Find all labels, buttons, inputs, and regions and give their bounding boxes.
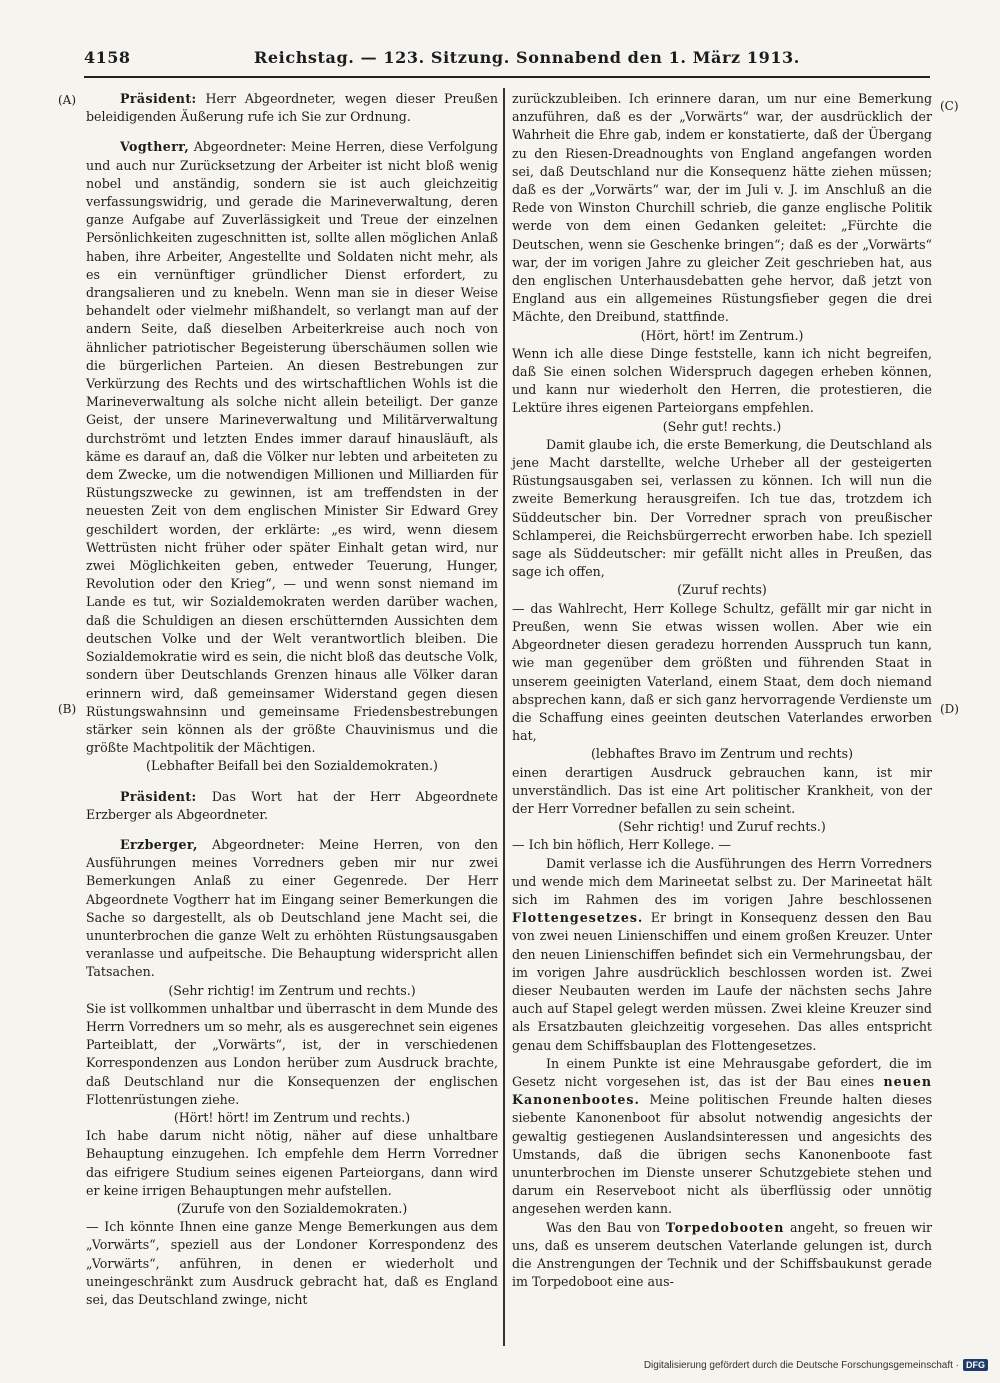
emphasis-term: Flottengesetzes. [512,910,644,926]
interjection: (Sehr richtig! im Zentrum und rechts.) [168,982,416,998]
interjection: (Zuruf rechts) [677,582,767,598]
interjection: (Zurufe von den Sozialdemokraten.) [176,1200,408,1216]
speech-text: Abgeordneter: Meine Herren, von den Ausführungen meines Vorredners geben mir nur zwei Bemerkungen Anlaß zu einer Gegenrede. Der Herr Abgeordnete Vogtherr hat im Eingang seiner Bemerkungen die Sache so dargestellt, als ob Deutschland jene Macht sei, die ununterbrochen die ganze Welt zu erhöhten Rüstungsausgaben veranlasse und aufpeitsche. Die Behauptung widerspricht allen Tatsachen. [86,836,498,980]
speech-text: Herr Abgeordneter, wegen dieser Preußen beleidigenden Äußerung rufe ich Sie zur Ordnung. [86,91,498,125]
page-header [84,48,930,72]
paragraph [86,90,498,126]
paragraph: — das Wahlrecht, Herr Kollege Schultz, gefällt mir gar nicht in Preußen, wenn Sie etwas wissen wollen. Aber wie ein Abgeordneter diesen geradezu horrenden Ausspruch tun kann, wie man gegenüber dem größten und führenden Staat in unserem geeinigten Vaterland, einem Staat, dem doch niemand absprechen kann, daß er sich ganz hervorragende Verdienste um die Schaffung eines geeinten deutschen Vaterlandes erworben hat, [512,600,932,744]
paragraph: Damit glaube ich, die erste Bemerkung, die Deutschland als jene Macht darstellte, welche Urheber all der gesteigerten Rüstungsausgaben sei, verlassen zu können. Ich will nun die zweite Bemerkung herausgreifen. Ich tue das, trotzdem ich Süddeutscher bin. Der Vorredner sprach von preußischer Schlamperei, die Reichsbürgerrecht erworben habe. Ich speziell sage als Süddeutscher: mir gefällt nicht alles in Preußen, das sage ich offen, [512,436,932,580]
dfg-logo: DFG [963,1359,988,1371]
margin-mark-d: (D) [940,702,959,716]
emphasis-term: Torpedobooten [665,1219,785,1235]
column-divider [503,88,505,1346]
text-run: In einem Punkte ist eine Mehrausgabe gefordert, die im Gesetz nicht vorgesehen ist, das ist der Bau eines [512,1055,932,1089]
paragraph [512,1219,932,1292]
interjection: (Hört, hört! im Zentrum.) [640,327,804,343]
paragraph: zurückzubleiben. Ich erinnere daran, um nur eine Bemerkung anzuführen, daß es der „Vorwärts“ war, der ausdrücklich der Wahrheit die Ehre gab, indem er konstatierte, daß der Übergang zu den Riesen-Dreadnoughts von England angefangen worden sei, daß Deutschland nur die Konsequenz hätte ziehen müssen; daß es der „Vorwärts“ war, der im Juli v. J. im Anschluß an die Rede von Winston Churchill schrieb, die ganze englische Politik werde von dem einen Gedanken geleitet: „Fürchte die Deutschen, wenn sie Geschenke bringen“; daß es der „Vorwärts“ war, der im vorigen Jahre zu gleicher Zeit geschrieben hat, aus den englischen Unterhausdebatten gehe hervor, daß jetzt von England aus ein allgemeines Rüstungsfieber gegen die drei Mächte, den Dreibund, stattfinde. [512,91,932,325]
interjection: (Sehr richtig! und Zuruf rechts.) [618,819,826,835]
header-rule [84,76,930,78]
margin-mark-c: (C) [940,99,959,113]
footer-text: Digitalisierung gefördert durch die Deutsche Forschungsgemeinschaft · [643,1359,959,1371]
paragraph: Sie ist vollkommen unhaltbar und überrascht in dem Munde des Herrn Vorredners um so mehr, als es ausgerechnet sein eigenes Parteiblatt, der „Vorwärts“, ist, der in verschiedenen Korrespondenzen aus London herüber zum Ausdruck brachte, daß Deutschland nur die Konsequenzen der englischen Flottenrüstungen ziehe. [86,1000,498,1107]
speech-text: Abgeordneter: Meine Herren, diese Verfolgung und auch nur Zurücksetzung der Arbeiter ist nicht bloß wenig nobel und anständig, sondern sie ist auch gleichzeitig verfassungswidrig, und gerade die Marineverwaltung, deren ganze Aufgabe auf Zuverlässigkeit und Treue der einzelnen Persönlichkeiten zugeschnitten ist, sollte allen möglichen Anlaß haben, ihre Arbeiter, Angestellte und Soldaten nicht mehr, als es ein vernünftiger gründlicher Dienst erfordert, zu drangsalieren und zu knebeln. Wenn man sie in dieser Weise behandelt oder vielmehr mißhandelt, so verlangt man auf der andern Seite, daß dieselben Arbeiterkreise auch noch von ähnlicher patriotischer Begeisterung überschäumen sollen wie die bürgerlichen Parteien. An diesen Bestrebungen zur Verkürzung des Rechts und des wirtschaftlichen Wohls ist die Marineverwaltung als solche nicht allein beteiligt. Der ganze Geist, der unsere Marineverwaltung und Militärverwaltung durchströmt und letzten Endes immer darauf hinausläuft, als käme es darauf an, daß die Völker nur lebten und arbeiteten zu dem Zwecke, um die notwendigen Millionen und Milliarden für Rüstungszwecke zu gewinnen, ist am treffendsten in der neuesten Zeit von dem englischen Minister Sir Edward Grey geschildert worden, der erklärte: „es wird, wenn diesem Wettrüsten nicht früher oder später Einhalt getan wird, nur zwei Möglichkeiten geben, entweder Teuerung, Hunger, Revolution oder den Krieg“, — und wenn sonst niemand im Lande es tut, wir Sozialdemokraten werden darüber wachen, daß die Schuldigen an diesen erschütternden Aussichten dem deutschen Volke und der Welt verantwortlich bleiben. Die Sozialdemokratie wird es sein, die nicht bloß das deutsche Volk, sondern über Deutschlands Grenzen hinaus alle Völker daran erinnern wird, daß gemeinsamer Widerstand gegen diesen Rüstungswahnsinn und gemeinsame Friedensbestrebungen stärker sein können als der größte Chauvinismus und die größte Machtpolitik der Mächtigen. [86,139,498,756]
paragraph [86,788,498,824]
margin-mark-a: (A) [58,93,77,107]
interjection: (Hört! hört! im Zentrum und rechts.) [173,1109,411,1125]
paragraph: Ich habe darum nicht nötig, näher auf diese unhaltbare Behauptung einzugehen. Ich empfehle dem Herrn Vorredner das eifrigere Studium seines eigenen Parteiorgans, dann wird er keine irrigen Behauptungen mehr aufstellen. [86,1128,498,1198]
left-column [86,90,498,1309]
emphasis-term: neuen Kanonenbootes. [512,1073,932,1108]
right-column [512,90,932,1291]
speech-text: Das Wort hat der Herr Abgeordnete Erzberger als Abgeordneter. [86,788,498,822]
speaker-name: Präsident: [120,91,197,106]
paragraph [86,836,498,982]
speaker-name: Erzberger, [120,836,198,852]
paragraph [86,138,498,757]
paragraph: einen derartigen Ausdruck gebrauchen kann, ist mir unverständlich. Das ist eine Art politischer Krankheit, von der der Herr Vorredner befallen zu sein scheint. [512,764,932,816]
paragraph: Wenn ich alle diese Dinge feststelle, kann ich nicht begreifen, daß Sie einen solchen Widerspruch dagegen erheben können, und kann nur wiederholt den Herren, die protestieren, die Lektüre ihres eigenen Parteiorgans empfehlen. [512,345,932,416]
text-run: Was den Bau von [546,1219,666,1235]
text-run: Damit verlasse ich die Ausführungen des Herrn Vorredners und wende mich dem Marineetat selbst zu. Der Marineetat hält sich im Rahmen des im vorigen Jahre beschlossenen [512,855,932,907]
digitization-footer [644,1359,988,1371]
margin-mark-b: (B) [58,702,77,716]
speaker-name: Vogtherr, [120,139,190,155]
paragraph: — Ich bin höflich, Herr Kollege. — [512,837,731,853]
interjection: (lebhaftes Bravo im Zentrum und rechts) [591,746,853,762]
paragraph [512,855,932,1055]
text-run: angeht, so freuen wir uns, daß es unserem deutschen Vaterlande gelungen ist, durch die Anstrengungen der Technik und der Schiffsbaukunst gerade im Torpedoboot eine aus- [512,1219,932,1290]
interjection: (Lebhafter Beifall bei den Sozialdemokraten.) [146,758,438,774]
speaker-name: Präsident: [120,788,197,804]
text-run: Meine politischen Freunde halten dieses siebente Kanonenboot für absolut notwendig angesichts der gewaltig gestiegenen Auslandsinteressen und angesichts des Umstands, daß die übrigen sechs Kanonenboote fast ununterbrochen im Dienste unserer Schutzgebiete stehen und darum ein Reserveboot nicht als überflüssig oder unnötig angesehen werden kann. [512,1092,932,1217]
running-title: Reichstag. — 123. Sitzung. Sonnabend den 1. März 1913. [254,48,800,67]
text-run: Er bringt in Konsequenz dessen den Bau von zwei neuen Linienschiffen und einem großen Kreuzer. Unter den neuen Linienschiffen befindet sich ein Vermehrungsbau, der im vorigen Jahre ausdrücklich beschlossen worden ist. Zwei dieser Neubauten werden im Laufe der nächsten sechs Jahre auch auf Stapel gelegt werden müssen. Zwei kleine Kreuzer sind als Ersatzbauten gleichzeitig vorgesehen. Das alles entspricht genau dem Schiffsbauplan des Flottengesetzes. [512,910,932,1053]
paragraph: — Ich könnte Ihnen eine ganze Menge Bemerkungen aus dem „Vorwärts“, speziell aus der Londoner Korrespondenz des „Vorwärts“, anführen, in denen er wiederholt und uneingeschränkt zum Ausdruck gebracht hat, daß es England sei, das Deutschland zwinge, nicht [86,1219,498,1307]
paragraph [512,1055,932,1219]
page-number: 4158 [84,48,131,67]
interjection: (Sehr gut! rechts.) [662,418,782,434]
